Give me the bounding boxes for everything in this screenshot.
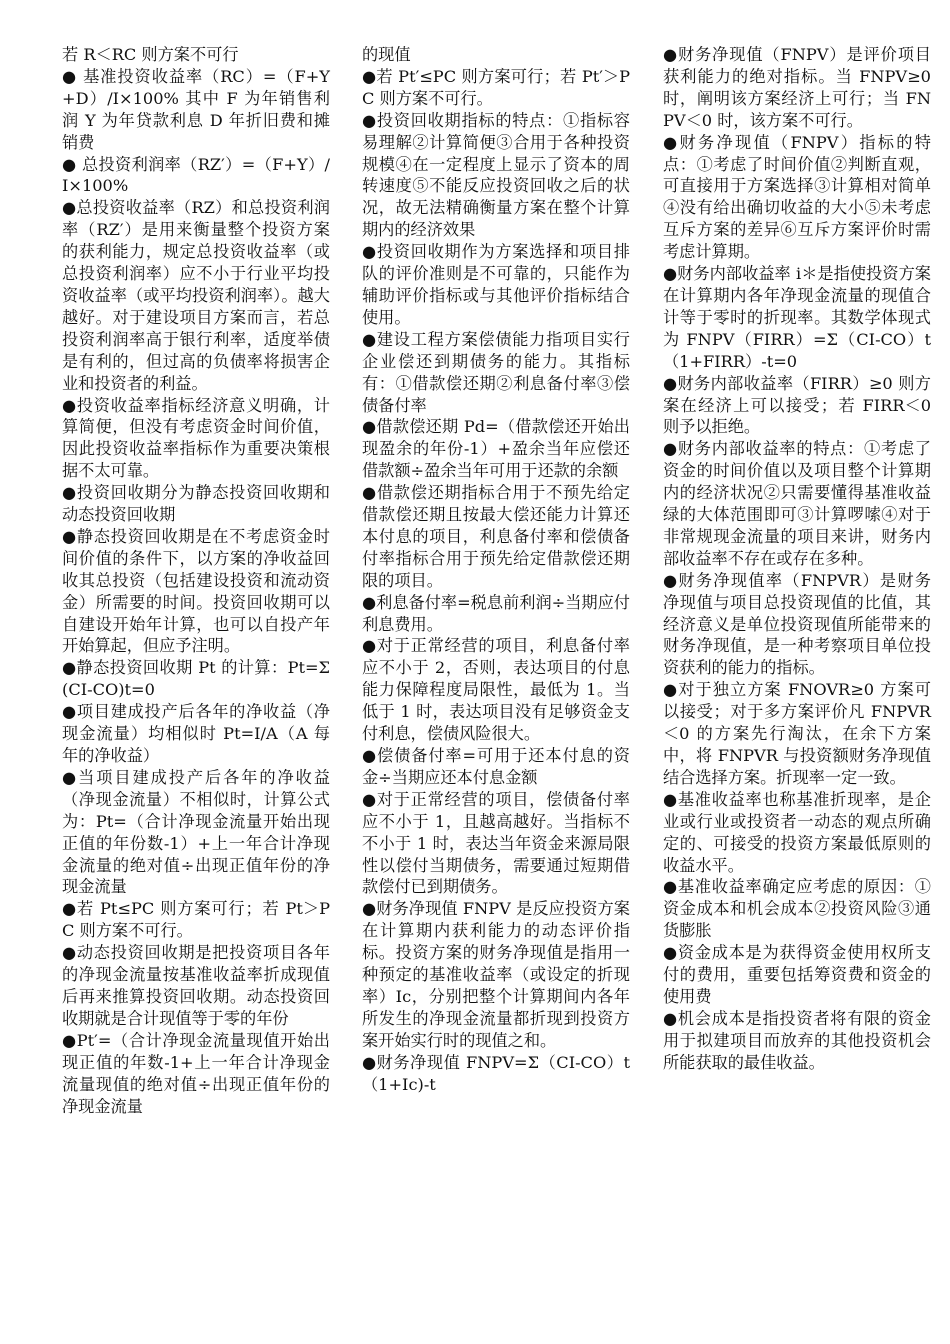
paragraph: ●当项目建成投产后各年的净收益（净现金流量）不相似时，计算公式为：Pt=（合计净现金流量开始出现正值的年份数-1）+上一年合计净现金流量的绝对值÷出现正值年份的净现金流量 (62, 767, 330, 897)
paragraph: ●借款偿还期指标合用于不预先给定借款偿还期且按最大偿还能力计算还本付息的项目，利息备付率和偿债备付率指标合用于预先给定借款偿还期限的项目。 (362, 483, 630, 590)
paragraph: ●总投资收益率（RZ）和总投资利润率（RZ′）是用来衡量整个投资方案的获利能力，规定总投资收益率（或总投资利润率）应不小于行业平均投资收益率（或平均投资利润率）。越大越好。对于建设项目方案而言，若总投资利润率高于银行利率，适度举债是有利的，但过高的负债率将损害企业和投资者的利益。 (62, 198, 330, 393)
paragraph: ●静态投资回收期 Pt 的计算：Pt=Σ(CI-CO)t=0 (62, 658, 330, 700)
paragraph: ●投资收益率指标经济意义明确，计算简便，但没有考虑资金时间价值，因此投资收益率指标作为重要决策根据不太可靠。 (62, 395, 330, 481)
paragraph: ●静态投资回收期是在不考虑资金时间价值的条件下，以方案的净收益回收其总投资（包括建设投资和流动资金）所需要的时间。投资回收期可以自建设开始年计算，也可以自投产年开始算起，但应予注明。 (62, 526, 330, 656)
paragraph: ●机会成本是指投资者将有限的资金用于拟建项目而放弃的其他投资机会所能获取的最佳收益。 (663, 1008, 931, 1072)
paragraph: ●财务内部收益率 i＊是指使投资方案在计算期内各年净现金流量的现值合计等于零时的折现率。其数学体现式为 FNPV（FIRR）=Σ（CI-CO）t（1+FIRR）-t=0 (663, 264, 931, 371)
paragraph: ●基准收益率也称基准折现率，是企业或行业或投资者一动态的观点所确定的、可接受的投资方案最低原则的收益水平。 (663, 789, 931, 875)
paragraph: ● 总投资利润率（RZ′）=（F+Y）/I×100% (62, 154, 330, 196)
paragraph: ●投资回收期指标的特点：①指标容易理解②计算简便③合用于各种投资规模④在一定程度上显示了资本的周转速度⑤不能反应投资回收之后的状况，故无法精确衡量方案在整个计算期内的经济效果 (362, 110, 630, 240)
paragraph: ●财务净现值 FNPV 是反应投资方案在计算期内获利能力的动态评价指标。投资方案的财务净现值是指用一种预定的基准收益率（或设定的折现率）Ic，分别把整个计算期间内各年所发生的净现金流量都折现到投资方案开始实行时的现值之和。 (362, 899, 630, 1050)
paragraph: ●对于正常经营的项目，偿债备付率应不小于 1，且越高越好。当指标不不小于 1 时，表达当年资金来源局限性以偿付当期债务，需要通过短期借款偿付已到期债务。 (362, 789, 630, 897)
paragraph: ●资金成本是为获得资金使用权所支付的费用，重要包括筹资费和资金的使用费 (663, 943, 931, 1006)
paragraph: ●投资回收期分为静态投资回收期和动态投资回收期 (62, 483, 330, 525)
paragraph: 若 R＜RC 则方案不可行 (62, 45, 239, 64)
paragraph: ● 基准投资收益率（RC）=（F+Y+D）/I×100% 其中 F 为年销售利润 Y 为年贷款利息 D 年折旧费和摊销费 (62, 66, 330, 152)
paragraph: ●Pt′=（合计净现金流量现值开始出现正值的年数-1+上一年合计净现金流量现值的绝对值÷出现正值年份的净现金流量 (62, 1030, 330, 1116)
paragraph: ●动态投资回收期是把投资项目各年的净现金流量按基准收益率折成现值后再来推算投资回收期。动态投资回收期就是合计现值等于零的年份 (62, 943, 330, 1028)
paragraph: ●投资回收期作为方案选择和项目排队的评价准则是不可靠的，只能作为辅助评价指标或与其他评价指标结合使用。 (362, 242, 630, 327)
paragraph: ●财务净现值（FNPV）指标的特点：①考虑了时间价值②判断直观，可直接用于方案选择③计算相对简单④没有给出确切收益的大小⑤未考虑互斥方案的差异⑥互斥方案评价时需考虑计算期。 (663, 132, 931, 262)
paragraph: ●对于正常经营的项目，利息备付率应不小于 2，否则，表达项目的付息能力保障程度局限性，最低为 1。当低于 1 时，表达项目没有足够资金支付利息，偿债风险很大。 (362, 636, 630, 744)
paragraph: ●对于独立方案 FNOVR≥0 方案可以接受；对于多方案评价凡 FNPVR＜0 的方案先行淘汰，在余下方案中，将 FNPVR 与投资额财务净现值结合选择方案。折现率一定一致。 (663, 680, 931, 787)
paragraph: 的现值 (362, 45, 411, 64)
paragraph: ●财务内部收益率的特点：①考虑了资金的时间价值以及项目整个计算期内的经济状况②只需要懂得基准收益绿的大体范围即可③计算啰嗦④对于非常规现金流量的项目来讲，财务内部收益率不存在或存在多种。 (663, 439, 931, 568)
paragraph: ●财务内部收益率（FIRR）≥0 则方案在经济上可以接受；若 FIRR＜0 则予以拒绝。 (663, 373, 931, 437)
paragraph: ●财务净现值 FNPV=Σ（CI-CO）t（1+Ic)-t (362, 1052, 630, 1094)
column-right (663, 44, 931, 1074)
paragraph: ●基准收益率确定应考虑的原因：①资金成本和机会成本②投资风险③通货膨胀 (663, 877, 931, 941)
paragraph: ●财务净现值率（FNPVR）是财务净现值与项目总投资现值的比值，其经济意义是单位投资现值所能带来的财务净现值，是一种考察项目单位投资获利的能力的指标。 (663, 570, 931, 678)
paragraph: ●建设工程方案偿债能力指项目实行企业偿还到期债务的能力。其指标有：①借款偿还期②利息备付率③偿债备付率 (362, 329, 630, 415)
paragraph: ●若 Pt′≤PC 则方案可行；若 Pt′＞PC 则方案不可行。 (362, 66, 630, 108)
paragraph: ●项目建成投产后各年的净收益（净现金流量）均相似时 Pt=I/A（A 每年的净收益） (62, 702, 330, 765)
column-middle (362, 44, 630, 1096)
column-left (62, 44, 330, 1117)
paragraph: ●利息备付率=税息前利润÷当期应付利息费用。 (362, 592, 630, 634)
paragraph: ●财务净现值（FNPV）是评价项目获利能力的绝对指标。当 FNPV≥0 时，阐明该方案经济上可行；当 FNPV＜0 时，该方案不可行。 (663, 45, 931, 130)
paragraph: ●若 Pt≤PC 则方案可行；若 Pt＞PC 则方案不可行。 (62, 899, 330, 941)
paragraph: ●借款偿还期 Pd=（借款偿还开始出现盈余的年份-1）+盈余当年应偿还借款额÷盈余当年可用于还款的余额 (362, 417, 630, 481)
paragraph: ●偿债备付率=可用于还本付息的资金÷当期应还本付息金额 (362, 746, 630, 787)
